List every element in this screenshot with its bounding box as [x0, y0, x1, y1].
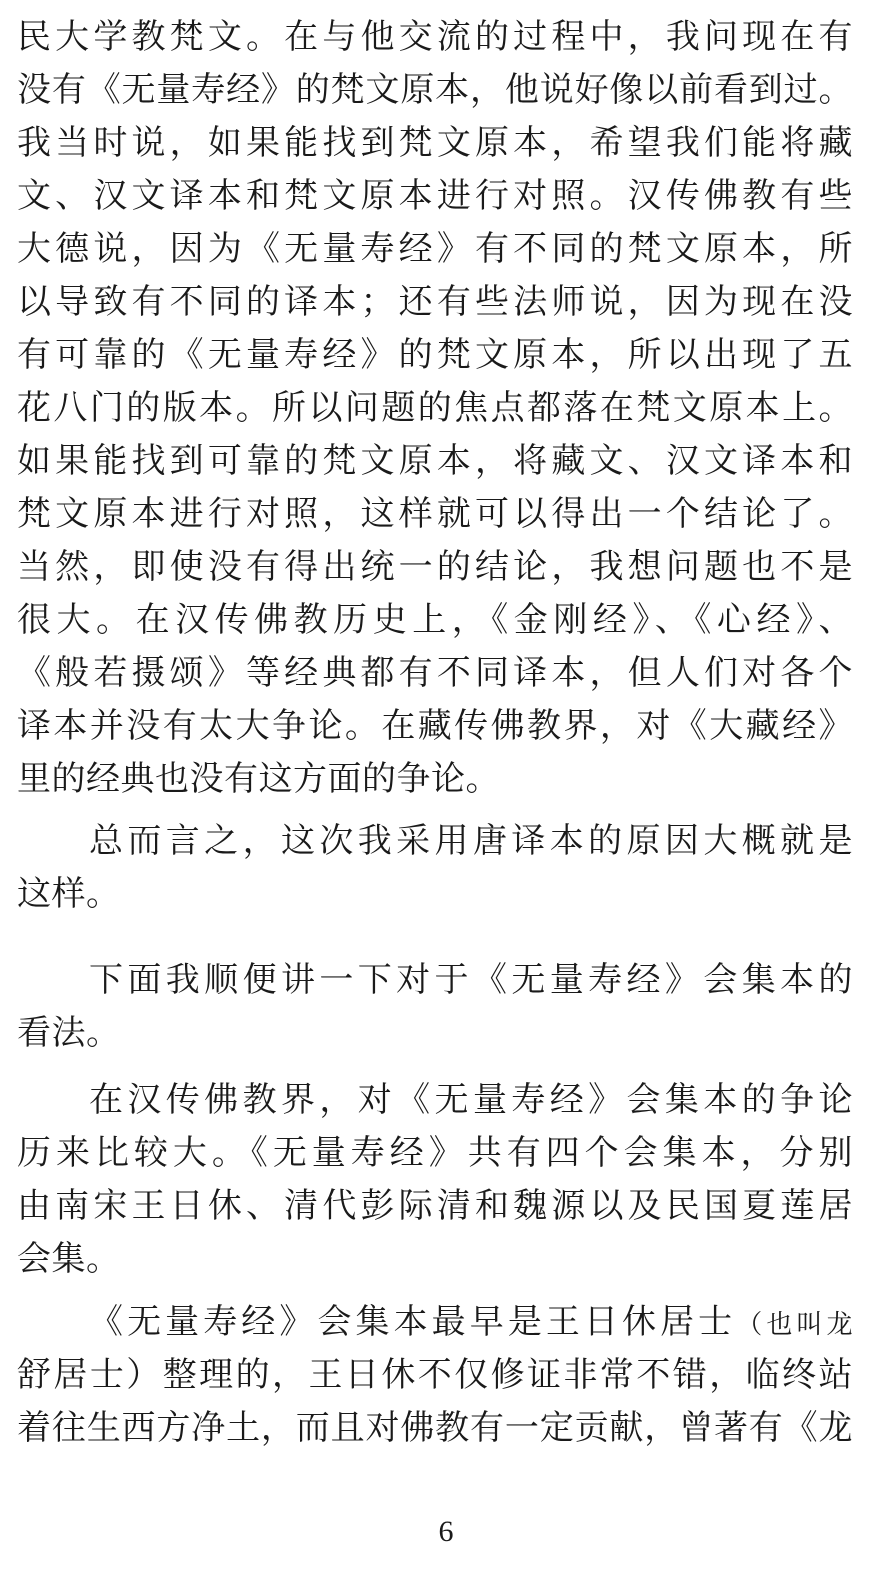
text-line: 有可靠的《无量寿经》的梵文原本，所以出现了五 [17, 335, 853, 375]
text-line: 梵文原本进行对照，这样就可以得出一个结论了。 [17, 494, 853, 534]
text-line: 里的经典也没有这方面的争论。 [17, 759, 500, 799]
text-line: 总而言之，这次我采用唐译本的原因大概就是 [89, 821, 853, 861]
text-line [89, 1295, 853, 1349]
text-line: 历来比较大。《无量寿经》共有四个会集本，分别 [17, 1133, 853, 1173]
text-line: 民大学教梵文。在与他交流的过程中，我问现在有 [17, 17, 853, 57]
page-number: 6 [438, 1515, 454, 1548]
text-line: 译本并没有太大争论。在藏传佛教界，对《大藏经》 [17, 706, 853, 746]
text-line: 花八门的版本。所以问题的焦点都落在梵文原本上。 [17, 388, 853, 428]
text-line: 由南宋王日休、清代彭际清和魏源以及民国夏莲居 [17, 1186, 853, 1226]
text-line: 着往生西方净土，而且对佛教有一定贡献，曾著有《龙 [17, 1408, 853, 1448]
text-line: 很大。在汉传佛教历史上，《金刚经》、《心经》、 [17, 600, 853, 640]
text-line: 我当时说，如果能找到梵文原本，希望我们能将藏 [17, 123, 853, 163]
text-line: 当然，即使没有得出统一的结论，我想问题也不是 [17, 547, 853, 587]
annotation-text: （也叫龙 [736, 1310, 853, 1340]
text-line: 会集。 [17, 1239, 121, 1279]
text-line: 下面我顺便讲一下对于《无量寿经》会集本的 [89, 960, 853, 1000]
text-span: 整理的，王日休不仅修证非常不错，临终站 [162, 1355, 853, 1395]
text-span: 《无量寿经》会集本最早是王日休居士 [89, 1302, 737, 1342]
text-line: 文、汉文译本和梵文原本进行对照。汉传佛教有些 [17, 176, 853, 216]
text-line: 看法。 [17, 1013, 121, 1053]
text-line: 这样。 [17, 874, 121, 914]
annotation-text: 舒居士） [17, 1355, 163, 1395]
text-line: 在汉传佛教界，对《无量寿经》会集本的争论 [89, 1080, 853, 1120]
text-line: 如果能找到可靠的梵文原本，将藏文、汉文译本和 [17, 441, 853, 481]
text-line: 以导致有不同的译本；还有些法师说，因为现在没 [17, 282, 853, 322]
text-line: 没有《无量寿经》的梵文原本，他说好像以前看到过。 [17, 70, 853, 110]
text-line: 《般若摄颂》等经典都有不同译本，但人们对各个 [17, 653, 853, 693]
text-line [17, 1348, 853, 1402]
text-line: 大德说，因为《无量寿经》有不同的梵文原本，所 [17, 229, 853, 269]
